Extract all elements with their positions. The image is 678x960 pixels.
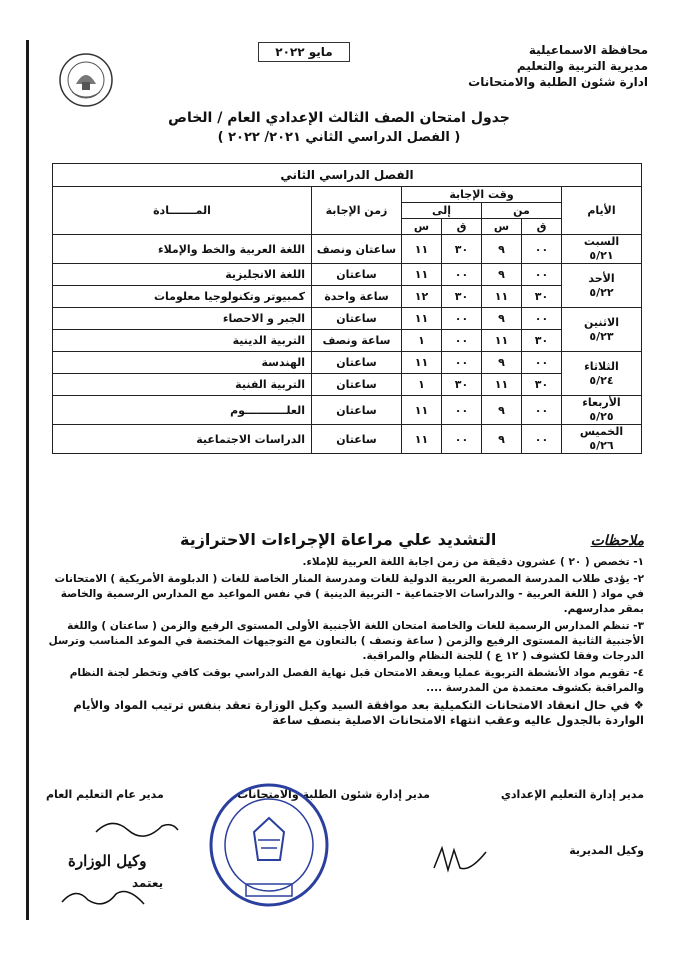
- to-hour-cell: ١١: [402, 425, 442, 454]
- header-from: من: [482, 203, 562, 219]
- day-name: الخميس: [579, 425, 624, 438]
- day-cell: [562, 235, 642, 264]
- duration-cell: ساعتان: [312, 425, 402, 454]
- to-minute-cell: ٣٠: [442, 374, 482, 396]
- department-name: ادارة شئون الطلبة والامتحانات: [468, 75, 648, 89]
- day-date: ٥/٢٥: [589, 410, 614, 423]
- table-row: [53, 235, 642, 264]
- document-title: جدول امتحان الصف الثالث الإعدادي العام / الخاص: [168, 110, 510, 126]
- table-row: [53, 308, 642, 330]
- from-hour-cell: ١١: [482, 330, 522, 352]
- to-hour-cell: ١: [402, 330, 442, 352]
- day-cell: [562, 264, 642, 308]
- subject-cell: التربية الفنية: [53, 374, 312, 396]
- subject-cell: اللغة الانجليزية: [53, 264, 312, 286]
- day-name: الاثنين: [584, 315, 619, 329]
- from-minute-cell: ٠٠: [522, 264, 562, 286]
- day-date: ٥/٢٦: [589, 439, 614, 452]
- from-hour-cell: ١١: [482, 286, 522, 308]
- to-hour-cell: ١١: [402, 308, 442, 330]
- day-date: ٥/٢٢: [589, 285, 614, 299]
- note-item: ٤- تقويم مواد الأنشطة التربوية عمليا ويعقد الامتحان قبل نهاية الفصل الدراسي بوقت كافي وتخطر لجنة النظام والمراقبة بكشوف معتمدة من المدرسة ....: [69, 667, 644, 694]
- day-name: الأربعاء: [582, 396, 621, 409]
- subject-cell: التربية الدينية: [53, 330, 312, 352]
- day-date: ٥/٢٤: [589, 373, 614, 387]
- subject-cell: الهندسة: [53, 352, 312, 374]
- duration-cell: ساعتان: [312, 264, 402, 286]
- duration-cell: ساعتان: [312, 308, 402, 330]
- table-row: [53, 396, 642, 425]
- header-answer-time: وقت الإجابة: [402, 187, 562, 203]
- to-minute-cell: ٠٠: [442, 352, 482, 374]
- handwritten-signature-icon: [92, 812, 182, 842]
- to-hour-cell: ١١: [402, 396, 442, 425]
- note-item: ❖ في حال انعقاد الامتحانات التكميلية بعد موافقة السيد وكيل الوزارة تعقد بنفس ترتيب المواد والأيام الواردة بالجدول عاليه وعقب انتهاء الامتحانات الاصلية بنصف ساعة: [73, 698, 644, 727]
- from-minute-cell: ٠٠: [522, 425, 562, 454]
- from-minute-cell: ٠٠: [522, 352, 562, 374]
- note-item: ٣- تنظم المدارس الرسمية للغات والخاصة امتحان اللغة الأجنبية الأولى المستوى الرفيع والزمن ( ساعتان ) واللغة الأجنبية الثانية المستوى الرفيع والزمن ( ساعة ونصف ) بالتعاون مع التوجيهات المختصة في الموعد المناسب وترسل الدرجات وفقا لكشوف ( ١٢ ع ) للجنة النظام والمراقبة.: [48, 620, 644, 662]
- header-subject: المـــــــادة: [53, 187, 312, 235]
- day-name: الثلاثاء: [584, 359, 619, 373]
- header-to-minute: ق: [442, 219, 482, 235]
- header-days: الأيام: [562, 187, 642, 235]
- table-row: [53, 352, 642, 374]
- subject-cell: العلـــــــــــوم: [53, 396, 312, 425]
- from-hour-cell: ١١: [482, 374, 522, 396]
- to-hour-cell: ١١: [402, 235, 442, 264]
- to-minute-cell: ٠٠: [442, 330, 482, 352]
- from-hour-cell: ٩: [482, 396, 522, 425]
- to-minute-cell: ٣٠: [442, 235, 482, 264]
- duration-cell: ساعتان: [312, 396, 402, 425]
- header-from-hour: س: [482, 219, 522, 235]
- to-minute-cell: ٠٠: [442, 425, 482, 454]
- left-border-line: [26, 40, 29, 920]
- to-hour-cell: ١١: [402, 264, 442, 286]
- approved-label: يعتمد: [132, 876, 164, 890]
- from-minute-cell: ٠٠: [522, 396, 562, 425]
- header-to-hour: س: [402, 219, 442, 235]
- day-date: ٥/٢٣: [589, 329, 614, 343]
- exam-schedule-table: [52, 163, 642, 454]
- from-minute-cell: ٠٠: [522, 308, 562, 330]
- to-minute-cell: ٠٠: [442, 308, 482, 330]
- day-cell: [562, 396, 642, 425]
- document-subtitle: ( الفصل الدراسي الثاني ٢٠٢١/ ٢٠٢٢ ): [217, 130, 461, 145]
- from-minute-cell: ٣٠: [522, 374, 562, 396]
- day-cell: [562, 425, 642, 454]
- subject-cell: الدراسات الاجتماعية: [53, 425, 312, 454]
- to-minute-cell: ٠٠: [442, 396, 482, 425]
- header-block: [468, 42, 648, 90]
- duration-cell: ساعتان ونصف: [312, 235, 402, 264]
- header-to: إلى: [402, 203, 482, 219]
- signature-general-director: مدير عام التعليم العام: [46, 788, 164, 801]
- from-hour-cell: ٩: [482, 352, 522, 374]
- subject-cell: اللغة العربية والخط والإملاء: [53, 235, 312, 264]
- header-from-minute: ق: [522, 219, 562, 235]
- directorate-name: مديرية التربية والتعليم: [516, 59, 648, 73]
- signature-prep-director: مدير إدارة التعليم الإعدادي: [500, 788, 644, 801]
- duration-cell: ساعتان: [312, 352, 402, 374]
- table-row: [53, 425, 642, 454]
- signature-deputy-ministry: وكيل الوزارة: [68, 852, 147, 870]
- day-name: السبت: [583, 235, 620, 248]
- from-hour-cell: ٩: [482, 425, 522, 454]
- subject-cell: الجبر و الاحصاء: [53, 308, 312, 330]
- handwritten-signature-icon: [430, 842, 490, 876]
- day-cell: [562, 308, 642, 352]
- to-hour-cell: ١٢: [402, 286, 442, 308]
- duration-cell: ساعة ونصف: [312, 330, 402, 352]
- table-row: [53, 374, 642, 396]
- duration-cell: ساعتان: [312, 374, 402, 396]
- day-cell: [562, 352, 642, 396]
- from-minute-cell: ٠٠: [522, 235, 562, 264]
- note-item: ٢- يؤدى طلاب المدرسة المصرية العربية الدولية للغات ومدرسة المنار الخاصة للغات ( الدبلومة الأمريكية ) الامتحانات في مواد ( اللغة العربية - والدراسات الاجتماعية - التربية الدينية ) في نفس المواعيد مع المدارس الرسمية والخاصة بمقر مدارسهم.: [54, 573, 644, 615]
- handwritten-signature-icon: [58, 884, 148, 912]
- day-date: ٥/٢١: [589, 249, 614, 262]
- date-box: مايو ٢٠٢٢: [258, 42, 350, 62]
- day-name: الأحد: [588, 271, 615, 285]
- notes-section: [40, 532, 644, 730]
- header-duration: زمن الإجابة: [312, 187, 402, 235]
- from-minute-cell: ٣٠: [522, 330, 562, 352]
- note-item: ١- تخصص ( ٢٠ ) عشرون دقيقة من زمن اجابة اللغة العربية للإملاء.: [302, 556, 644, 568]
- notes-heading: ملاحظات: [590, 533, 644, 549]
- from-hour-cell: ٩: [482, 264, 522, 286]
- governorate-name: محافظة الاسماعيلية: [528, 43, 648, 57]
- ministry-logo-icon: [58, 52, 114, 108]
- subject-cell: كمبيوتر وتكنولوجيا معلومات: [53, 286, 312, 308]
- to-hour-cell: ١: [402, 374, 442, 396]
- signature-deputy-directorate: وكيل المديرية: [569, 844, 644, 857]
- table-row: [53, 286, 642, 308]
- from-hour-cell: ٩: [482, 235, 522, 264]
- duration-cell: ساعة واحدة: [312, 286, 402, 308]
- table-row: [53, 264, 642, 286]
- to-hour-cell: ١١: [402, 352, 442, 374]
- notes-banner: التشديد علي مراعاة الإجراءات الاحترازية: [180, 530, 497, 549]
- official-stamp-icon: [206, 780, 332, 910]
- to-minute-cell: ٠٠: [442, 264, 482, 286]
- signature-exams-director: مدير إدارة شئون الطلبة والامتحانات: [237, 788, 430, 801]
- from-minute-cell: ٣٠: [522, 286, 562, 308]
- from-hour-cell: ٩: [482, 308, 522, 330]
- table-row: [53, 330, 642, 352]
- to-minute-cell: ٣٠: [442, 286, 482, 308]
- table-caption: الفصل الدراسي الثاني: [53, 164, 642, 187]
